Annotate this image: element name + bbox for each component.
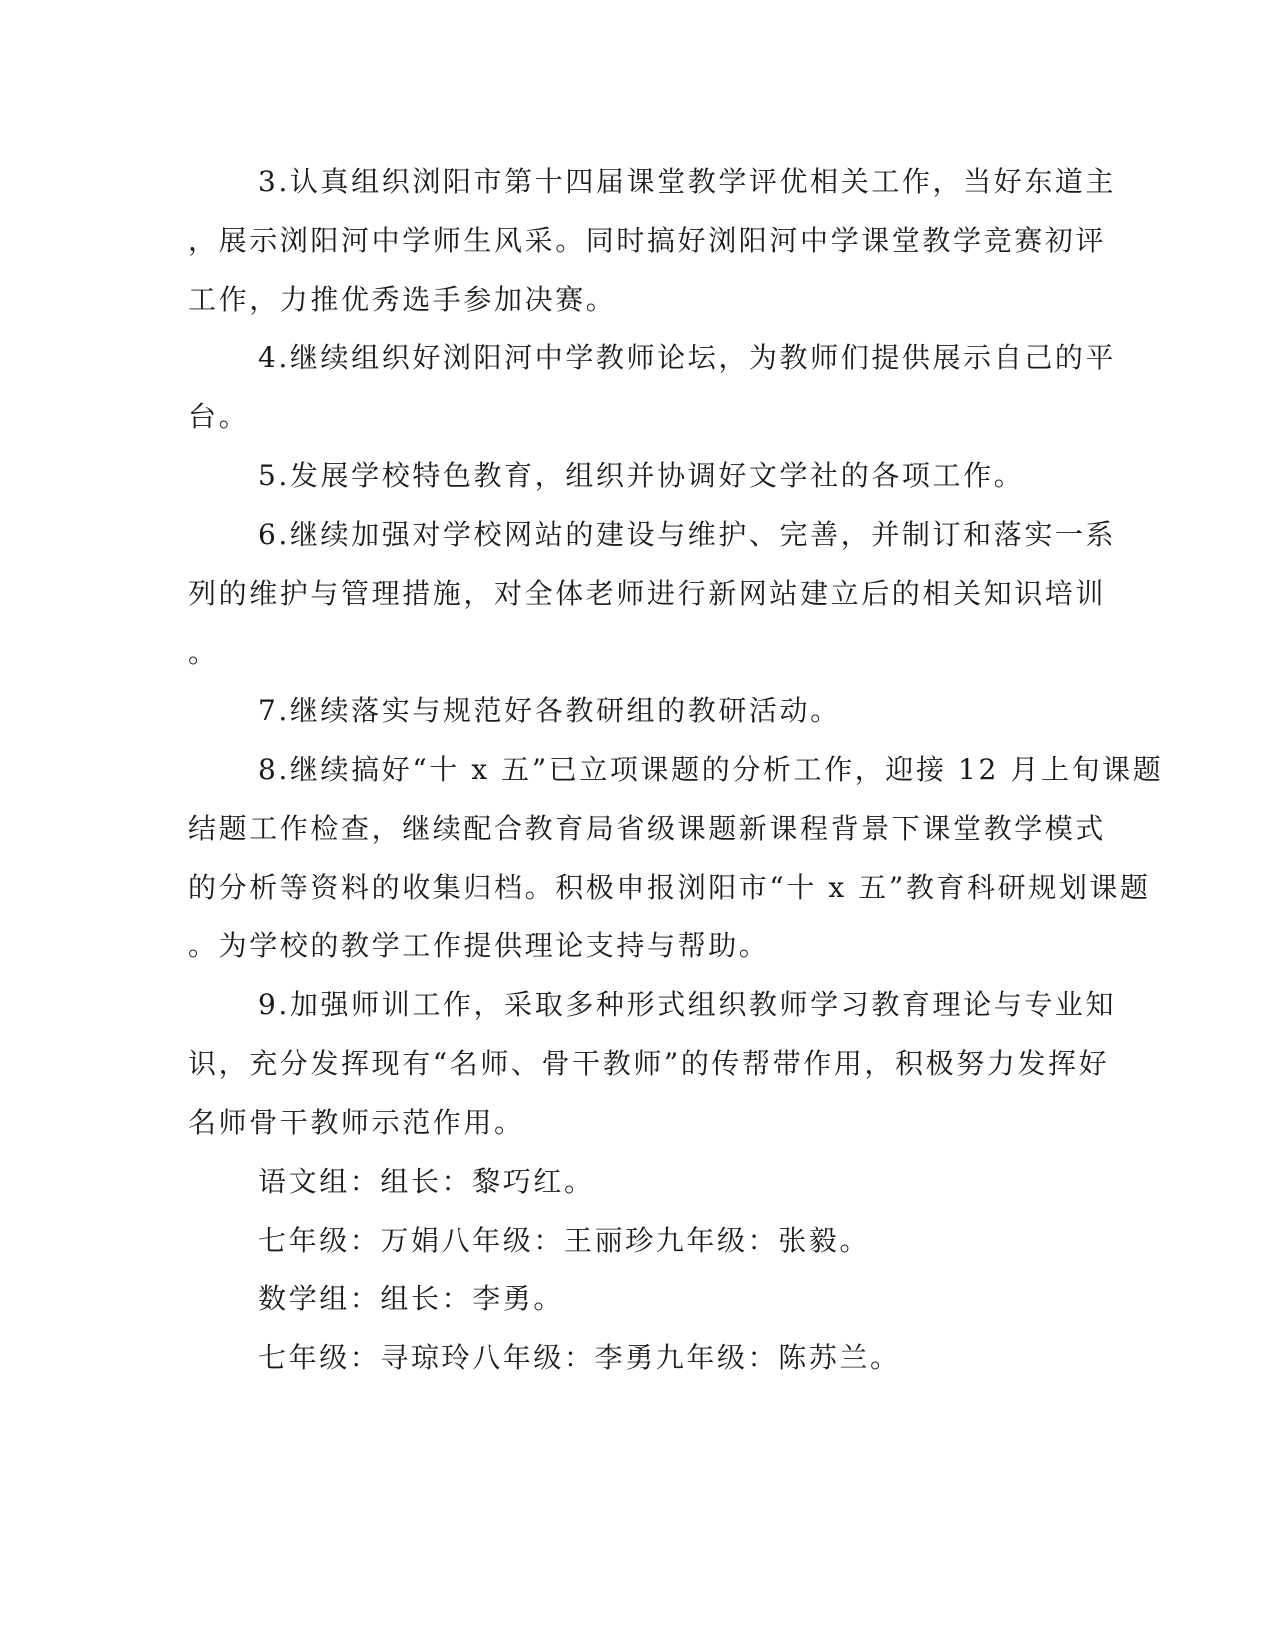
item-3-line-3: 工作，力推优秀选手参加决赛。 <box>188 283 617 316</box>
item-5-line-1: 5.发展学校特色教育，组织并协调好文学社的各项工作。 <box>258 459 1025 492</box>
item-6-line-2: 列的维护与管理措施，对全体老师进行新网站建立后的相关知识培训 <box>188 577 1107 610</box>
chinese-grades-line: 七年级：万娟八年级：王丽珍九年级：张毅。 <box>258 1224 871 1257</box>
item-8-line-2: 结题工作检查，继续配合教育局省级课题新课程背景下课堂教学模式 <box>188 812 1107 845</box>
item-6-line-1: 6.继续加强对学校网站的建设与维护、完善，并制订和落实一系 <box>258 518 1117 551</box>
item-3-line-2: ，展示浏阳河中学师生风采。同时搞好浏阳河中学课堂教学竞赛初评 <box>188 224 1107 257</box>
item-9-line-1: 9.加强师训工作，采取多种形式组织教师学习教育理论与专业知 <box>258 988 1117 1021</box>
math-grades-line: 七年级：寻琼玲八年级：李勇九年级：陈苏兰。 <box>258 1341 901 1374</box>
item-3-line-1: 3.认真组织浏阳市第十四届课堂教学评优相关工作，当好东道主 <box>258 165 1117 198</box>
item-7-line-1: 7.继续落实与规范好各教研组的教研活动。 <box>258 694 841 727</box>
item-8-line-1: 8.继续搞好“十 x 五”已立项课题的分析工作，迎接 12 月上旬课题 <box>258 753 1164 786</box>
item-8-line-3: 的分析等资料的收集归档。积极申报浏阳市“十 x 五”教育科研规划课题 <box>188 871 1151 904</box>
math-group-line: 数学组：组长：李勇。 <box>258 1282 565 1315</box>
chinese-group-line: 语文组：组长：黎巧红。 <box>258 1165 595 1198</box>
item-6-line-3: 。 <box>188 636 219 669</box>
item-9-line-3: 名师骨干教师示范作用。 <box>188 1106 525 1139</box>
item-9-line-2: 识，充分发挥现有“名师、骨干教师”的传帮带作用，积极努力发挥好 <box>188 1047 1110 1080</box>
item-4-line-2: 台。 <box>188 400 250 433</box>
item-8-line-4: 。为学校的教学工作提供理论支持与帮助。 <box>188 929 770 962</box>
item-4-line-1: 4.继续组织好浏阳河中学教师论坛，为教师们提供展示自己的平 <box>258 341 1117 374</box>
